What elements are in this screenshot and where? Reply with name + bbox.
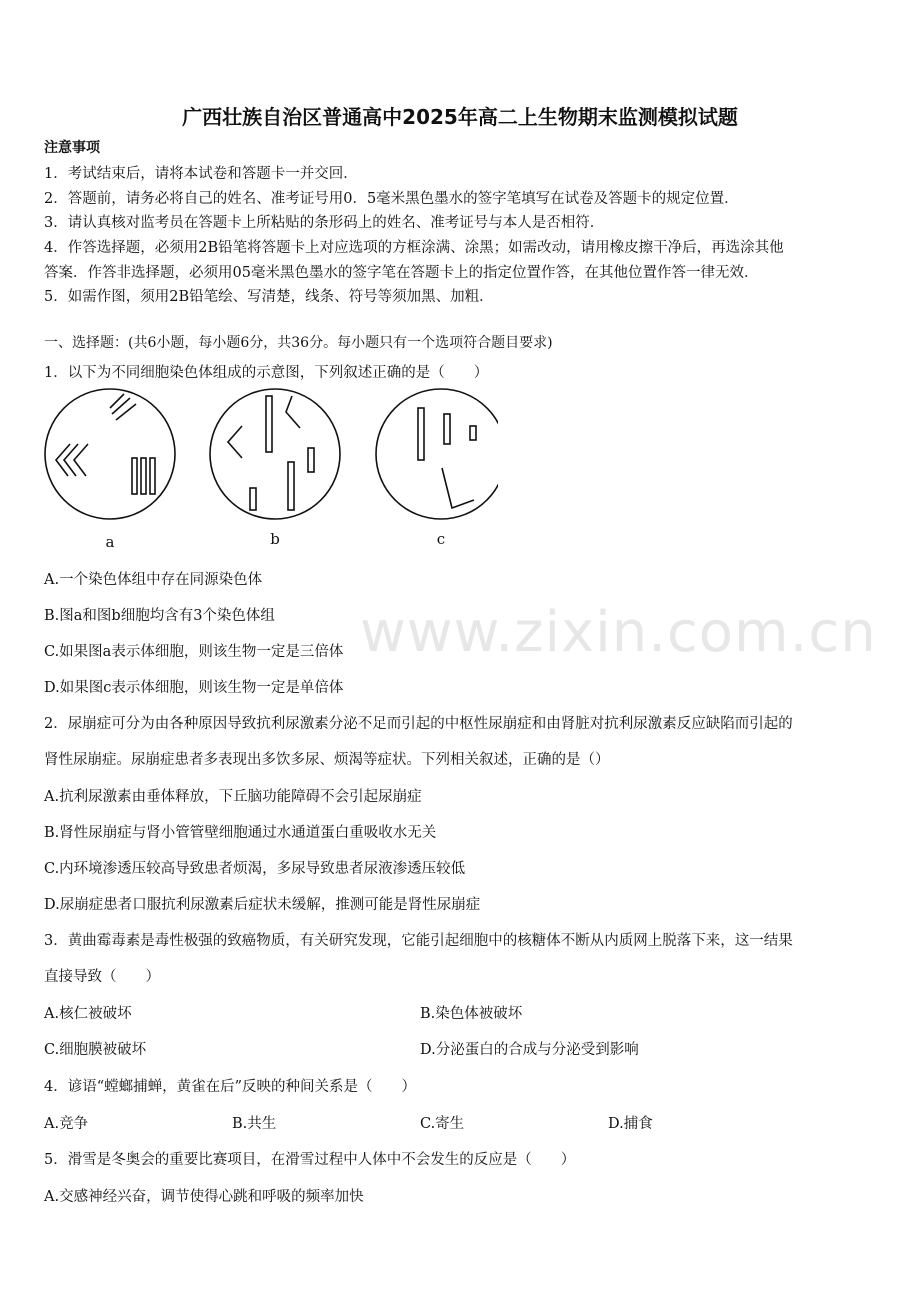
q2-stem-line2: 肾性尿崩症。尿崩症患者多表现出多饮多尿、烦渴等症状。下列相关叙述，正确的是（） <box>44 752 610 768</box>
section-heading: 一、选择题：(共6小题，每小题6分，共36分。每小题只有一个选项符合题目要求) <box>44 335 553 351</box>
chromosome-figure <box>38 384 498 554</box>
cell-b-label: b <box>270 530 280 548</box>
q1-option-c: C.如果图a表示体细胞，则该生物一定是三倍体 <box>44 644 344 660</box>
q1-option-a: A.一个染色体组中存在同源染色体 <box>44 572 263 588</box>
cell-c-label: c <box>436 530 446 548</box>
q3-stem-line1: 3．黄曲霉毒素是毒性极强的致癌物质，有关研究发现，它能引起细胞中的核糖体不断从内质网上脱落下来，这一结果 <box>44 933 793 949</box>
q2-stem-line1: 2．尿崩症可分为由各种原因导致抗利尿激素分泌不足而引起的中枢性尿崩症和由肾脏对抗利尿激素反应缺陷而引起的 <box>44 716 793 732</box>
q4-option-c: C.寄生 <box>420 1116 465 1132</box>
q1-option-b: B.图a和图b细胞均含有3个染色体组 <box>44 608 275 624</box>
q4-option-a: A.竞争 <box>44 1116 89 1132</box>
q1-option-d: D.如果图c表示体细胞，则该生物一定是单倍体 <box>44 680 344 696</box>
q5-option-a: A.交感神经兴奋，调节使得心跳和呼吸的频率加快 <box>44 1189 364 1205</box>
q3-option-d: D.分泌蛋白的合成与分泌受到影响 <box>420 1042 639 1058</box>
cell-c-diagram <box>376 389 498 519</box>
notice-item: 3．请认真核对监考员在答题卡上所粘贴的条形码上的姓名、准考证号与本人是否相符． <box>44 215 605 231</box>
q5-stem: 5．滑雪是冬奥会的重要比赛项目，在滑雪过程中人体中不会发生的反应是（ ） <box>44 1152 576 1168</box>
notice-item: 4．作答选择题，必须用2B铅笔将答题卡上对应选项的方框涂满、涂黑；如需改动，请用橡皮擦干净后，再选涂其他 <box>44 240 784 256</box>
q2-option-c: C.内环境渗透压较高导致患者烦渴，多尿导致患者尿液渗透压较低 <box>44 861 466 877</box>
q2-option-a: A.抗利尿激素由垂体释放，下丘脑功能障碍不会引起尿崩症 <box>44 789 422 805</box>
q2-option-d: D.尿崩症患者口服抗利尿激素后症状未缓解，推测可能是肾性尿崩症 <box>44 897 481 913</box>
cell-a-diagram <box>45 389 175 519</box>
q2-option-b: B.肾性尿崩症与肾小管管壁细胞通过水通道蛋白重吸收水无关 <box>44 825 437 841</box>
q3-option-a: A.核仁被破坏 <box>44 1006 132 1022</box>
notice-item: 1．考试结束后，请将本试卷和答题卡一并交回． <box>44 166 358 182</box>
q4-option-b: B.共生 <box>232 1116 277 1132</box>
notice-item: 2．答题前，请务必将自己的姓名、准考证号用0．5毫米黑色墨水的签字笔填写在试卷及答题卡的规定位置． <box>44 191 739 207</box>
cell-b-diagram <box>210 389 340 519</box>
notice-item: 答案．作答非选择题，必须用05毫米黑色墨水的签字笔在答题卡上的指定位置作答，在其他位置作答一律无效． <box>44 265 759 281</box>
notice-item: 5．如需作图，须用2B铅笔绘、写清楚，线条、符号等须加黑、加粗． <box>44 289 494 305</box>
q3-stem-line2: 直接导致（ ） <box>44 969 160 985</box>
cell-a-label: a <box>105 533 115 551</box>
notice-heading: 注意事项 <box>44 140 100 156</box>
q3-option-b: B.染色体被破坏 <box>420 1006 523 1022</box>
q3-option-c: C.细胞膜被破坏 <box>44 1042 147 1058</box>
q4-stem: 4．谚语“螳螂捕蝉，黄雀在后”反映的种间关系是（ ） <box>44 1079 417 1095</box>
q1-stem: 1．以下为不同细胞染色体组成的示意图，下列叙述正确的是（ ） <box>44 365 489 381</box>
watermark: www.zixin.com.cn <box>360 600 877 665</box>
q4-option-d: D.捕食 <box>608 1116 653 1132</box>
page-title: 广西壮族自治区普通高中2025年高二上生物期末监测模拟试题 <box>182 105 738 129</box>
